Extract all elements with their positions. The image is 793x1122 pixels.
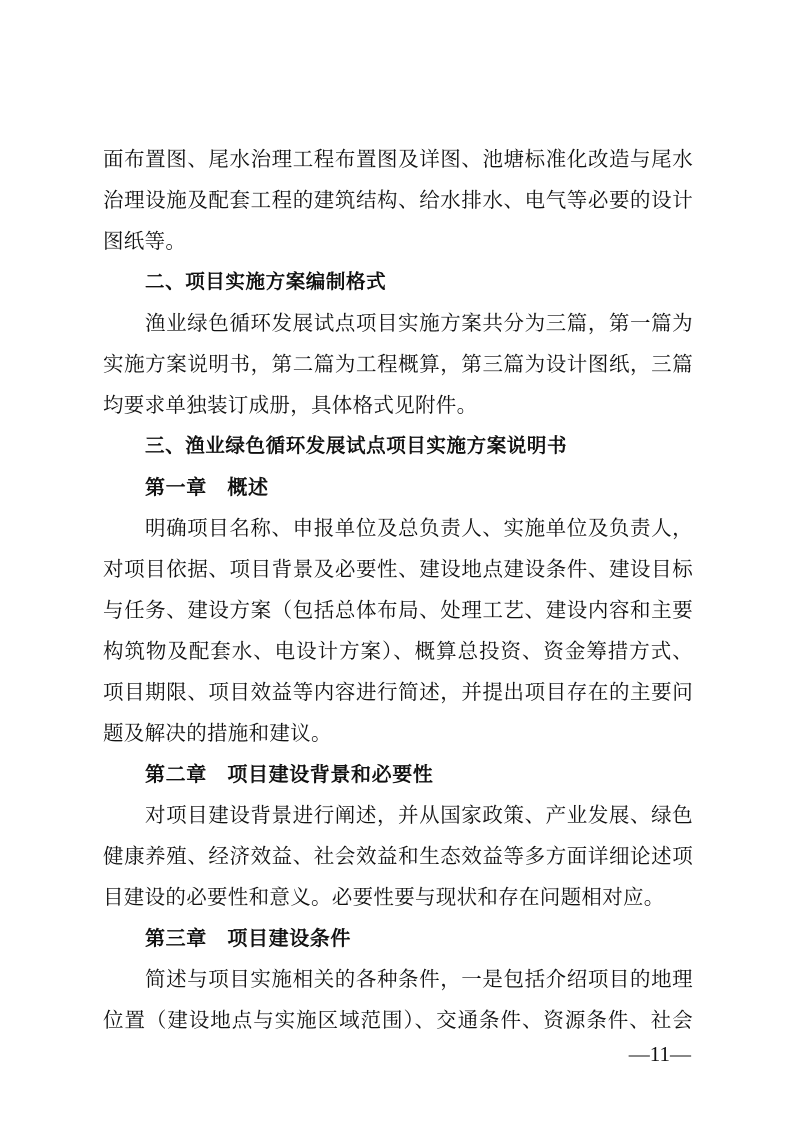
body-text-line: 与任务、建设方案（包括总体布局、处理工艺、建设内容和主要 [103, 598, 693, 622]
body-text-line: 目建设的必要性和意义。必要性要与现状和存在问题相对应。 [103, 885, 665, 909]
body-text-line: 实施方案说明书，第二篇为工程概算，第三篇为设计图纸，三篇 [103, 352, 693, 376]
body-text-line: 构筑物及配套水、电设计方案）、概算总投资、资金筹措方式、 [103, 639, 693, 663]
paragraph-first-line: 明确项目名称、申报单位及总负责人、实施单位及负责人， [145, 516, 693, 540]
chapter-heading-1: 第一章 概述 [145, 475, 269, 499]
body-text-line: 项目期限、项目效益等内容进行简述，并提出项目存在的主要问 [103, 680, 693, 704]
page-number: —11— [628, 1042, 691, 1066]
body-text-line: 健康养殖、经济效益、社会效益和生态效益等多方面详细论述项 [103, 844, 693, 868]
paragraph-first-line: 对项目建设背景进行阐述，并从国家政策、产业发展、绿色 [145, 803, 693, 827]
body-text-line: 位置（建设地点与实施区域范围）、交通条件、资源条件、社会 [103, 1008, 693, 1032]
paragraph-first-line: 渔业绿色循环发展试点项目实施方案共分为三篇，第一篇为 [145, 311, 693, 335]
paragraph-first-line: 简述与项目实施相关的各种条件，一是包括介绍项目的地理 [145, 967, 693, 991]
body-text-line: 图纸等。 [103, 229, 187, 253]
body-text-line: 题及解决的措施和建议。 [103, 721, 332, 745]
body-text-line: 面布置图、尾水治理工程布置图及详图、池塘标准化改造与尾水 [103, 147, 693, 171]
chapter-heading-3: 第三章 项目建设条件 [145, 926, 351, 950]
chapter-heading-2: 第二章 项目建设背景和必要性 [145, 762, 434, 786]
section-heading-2: 二、项目实施方案编制格式 [145, 270, 387, 293]
body-text-line: 治理设施及配套工程的建筑结构、给水排水、电气等必要的设计 [103, 188, 693, 212]
body-text-line: 均要求单独装订成册，具体格式见附件。 [103, 393, 478, 417]
section-heading-3: 三、渔业绿色循环发展试点项目实施方案说明书 [145, 434, 568, 457]
body-text-line: 对项目依据、项目背景及必要性、建设地点建设条件、建设目标 [103, 557, 693, 581]
